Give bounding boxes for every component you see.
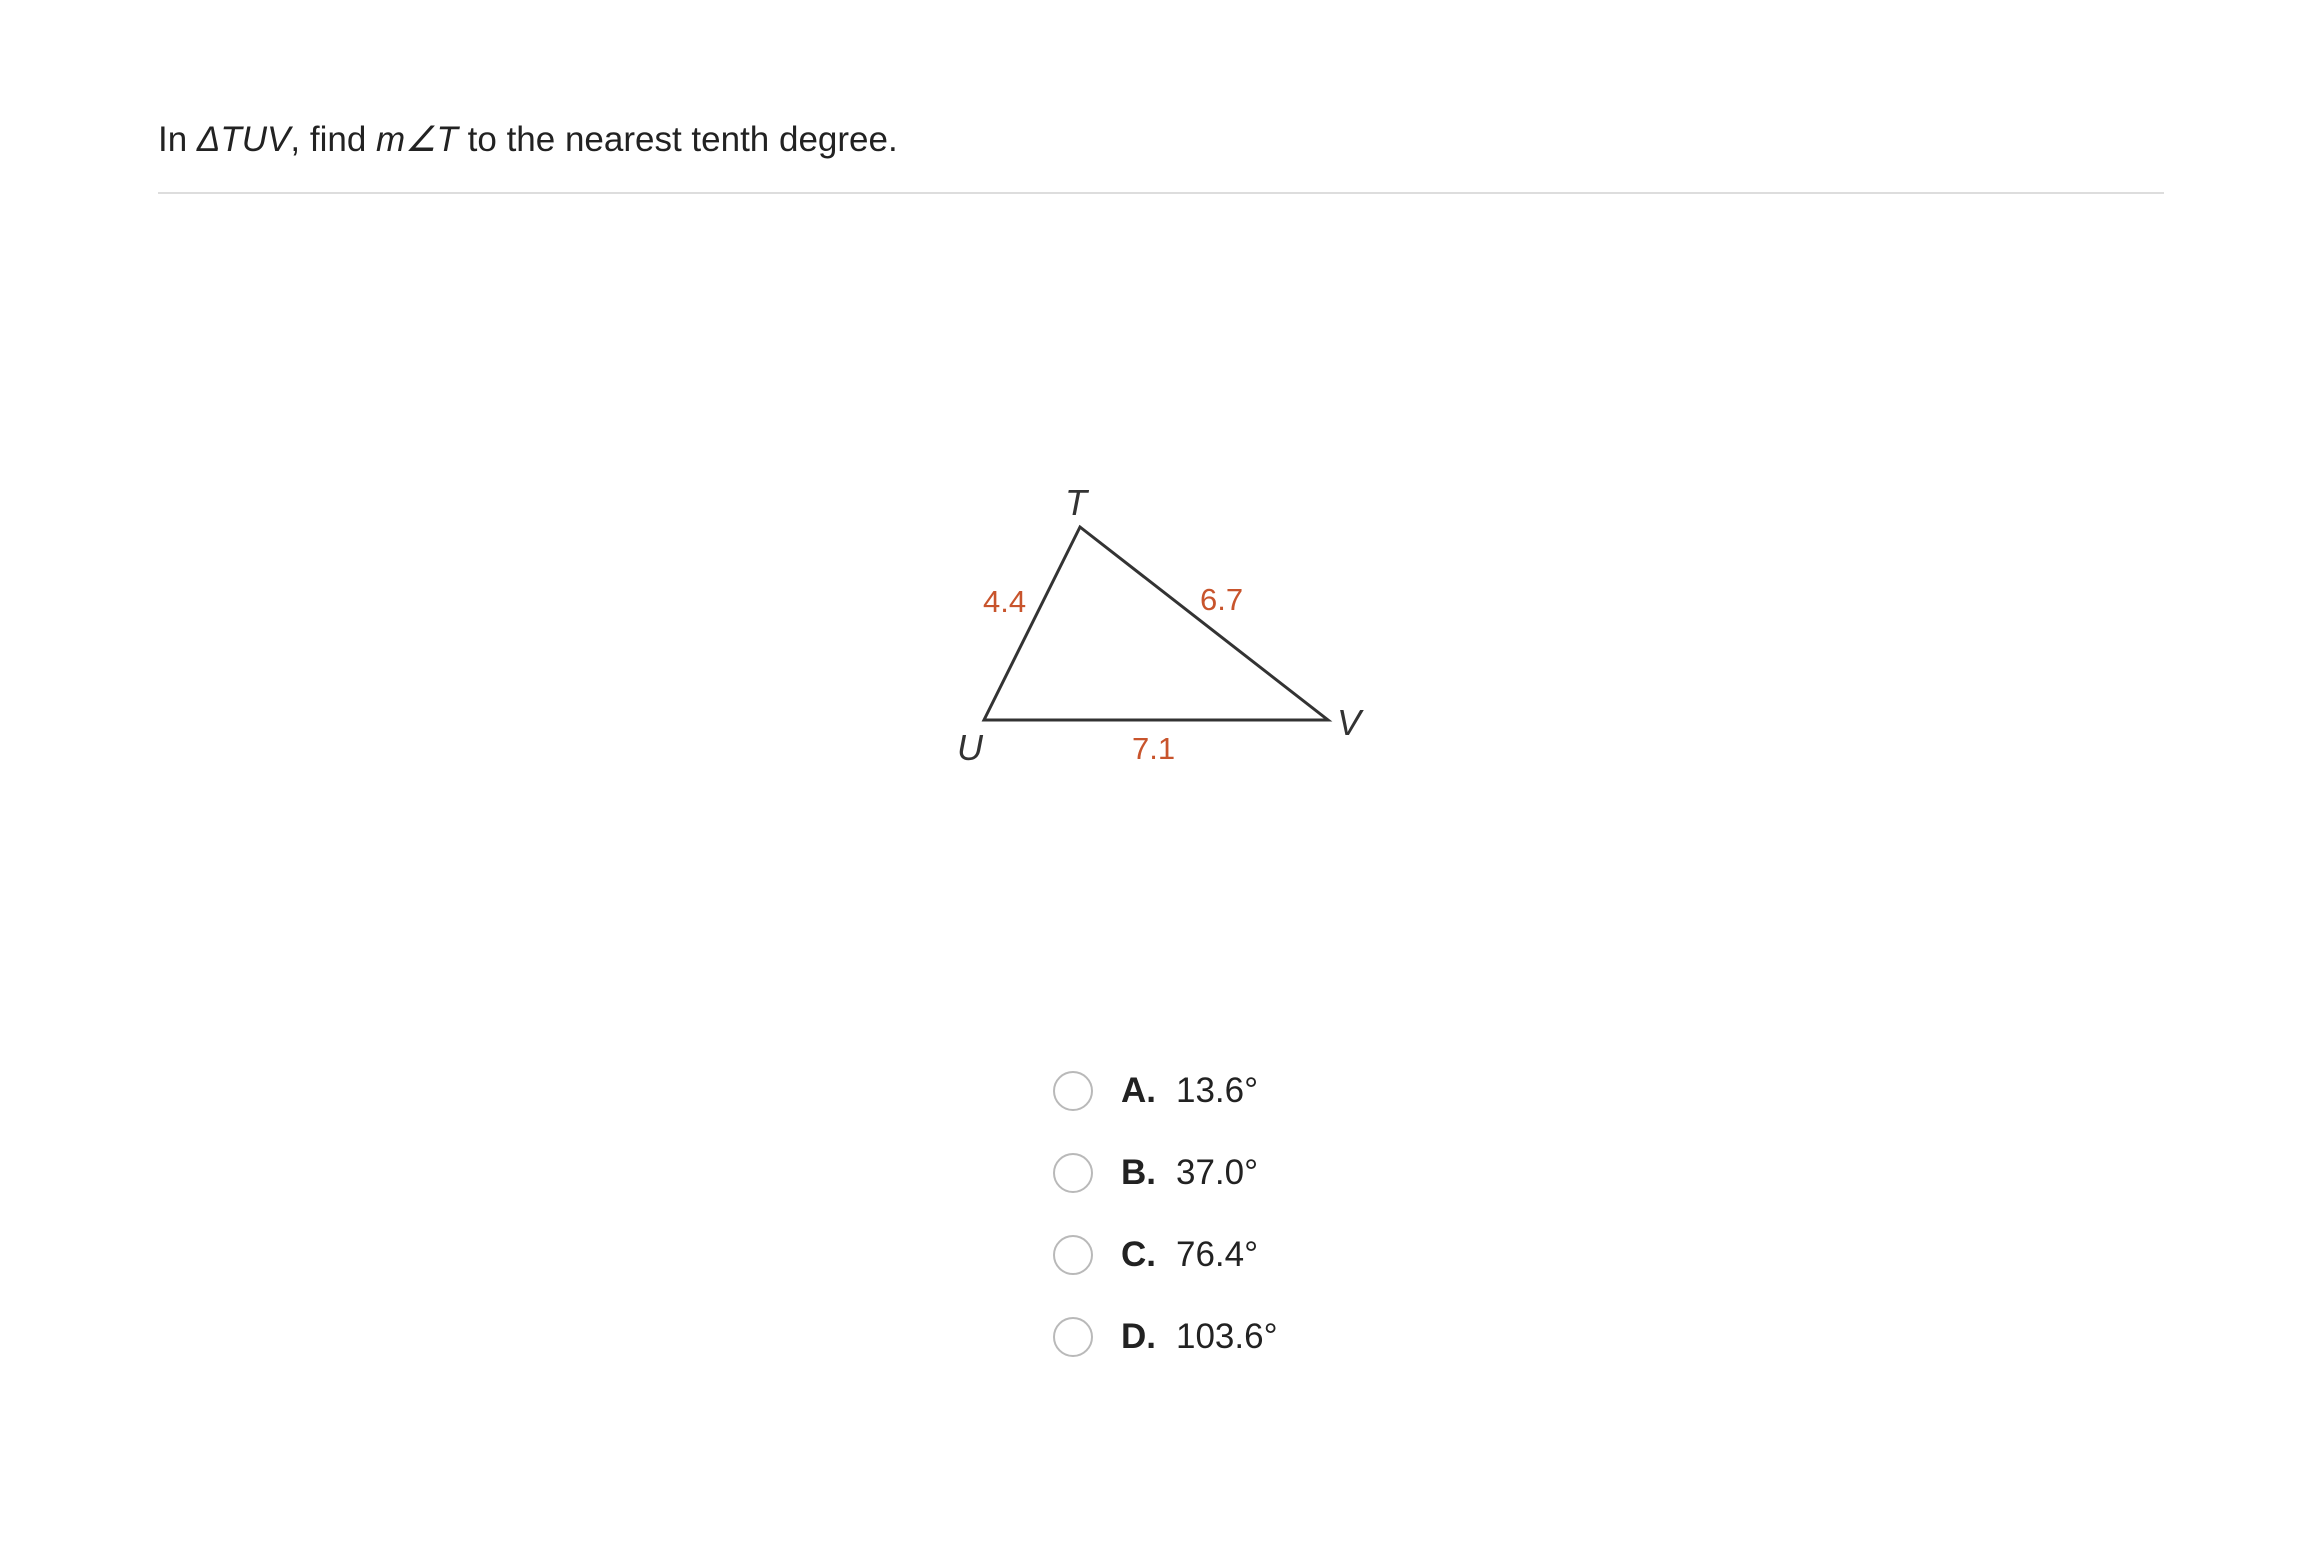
choice-a-letter: A. xyxy=(1121,1071,1156,1110)
vertex-label-t: T xyxy=(1065,482,1087,523)
choice-b[interactable] xyxy=(1053,1132,1278,1214)
choice-c[interactable] xyxy=(1053,1214,1278,1296)
choice-b-value: 37.0° xyxy=(1176,1153,1259,1192)
side-label-uv: 7.1 xyxy=(1132,731,1176,766)
question-prefix: In xyxy=(158,120,197,159)
answer-choices xyxy=(1053,1050,1278,1378)
side-label-tv: 6.7 xyxy=(1200,582,1244,617)
choice-a-value: 13.6° xyxy=(1176,1071,1259,1110)
choice-d[interactable] xyxy=(1053,1296,1278,1378)
choice-d-radio[interactable] xyxy=(1053,1317,1093,1357)
choice-c-radio[interactable] xyxy=(1053,1235,1093,1275)
triangle-diagram xyxy=(920,470,1400,780)
choice-a-radio[interactable] xyxy=(1053,1071,1093,1111)
choice-d-letter: D. xyxy=(1121,1317,1156,1356)
choice-b-letter: B. xyxy=(1121,1153,1156,1192)
choice-b-radio[interactable] xyxy=(1053,1153,1093,1193)
vertex-label-u: U xyxy=(957,727,983,768)
angle-name: m∠T xyxy=(376,120,458,159)
choice-a[interactable] xyxy=(1053,1050,1278,1132)
vertex-label-v: V xyxy=(1337,702,1362,743)
choice-c-letter: C. xyxy=(1121,1235,1156,1274)
triangle-name: ΔTUV xyxy=(196,120,291,159)
question-divider xyxy=(158,192,2164,194)
side-label-tu: 4.4 xyxy=(983,584,1027,619)
choice-c-value: 76.4° xyxy=(1176,1235,1259,1274)
question-suffix: to the nearest tenth degree. xyxy=(457,120,898,159)
question-middle: , find xyxy=(290,120,377,159)
triangle-shape xyxy=(984,527,1328,720)
question-text xyxy=(158,112,898,168)
triangle-figure xyxy=(920,470,1400,780)
choice-d-value: 103.6° xyxy=(1176,1317,1278,1356)
